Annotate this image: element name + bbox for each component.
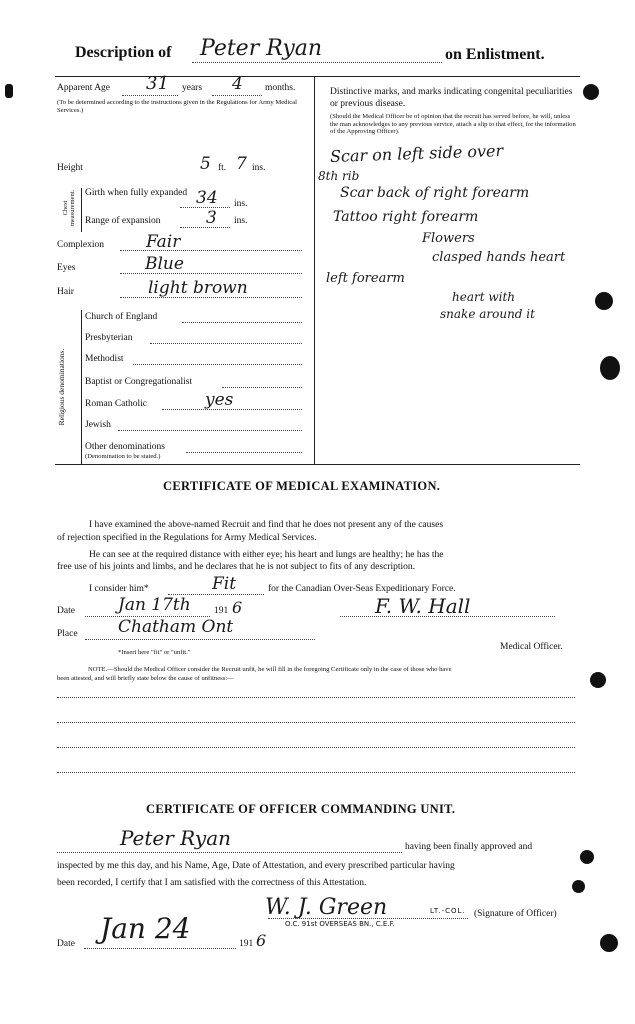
rel-roman-catholic: Roman Catholic bbox=[85, 399, 148, 409]
place-label: Place bbox=[57, 629, 78, 639]
girth-value: 34 bbox=[196, 188, 218, 208]
punch-hole-4 bbox=[590, 672, 606, 688]
chest-caption: Chest measurement. bbox=[62, 189, 77, 227]
top-rule bbox=[55, 76, 580, 77]
eyes-label: Eyes bbox=[57, 263, 76, 273]
punch-hole-5 bbox=[580, 850, 594, 864]
punch-hole-1 bbox=[583, 84, 599, 100]
insert-note: *Insert here "fit" or "unfit." bbox=[118, 649, 191, 656]
column-divider bbox=[314, 76, 315, 464]
medical-para1-line2: of rejection specified in the Regulations for Army Medical Services. bbox=[57, 533, 317, 543]
medical-para2-line1: He can see at the required distance with either eye; his heart and lungs are healthy; he has the bbox=[89, 550, 444, 560]
commanding-unit-stamp: O.C. 91st OVERSEAS BN., C.E.F. bbox=[285, 920, 395, 928]
medical-officer-label: Medical Officer. bbox=[500, 642, 563, 652]
rel-other-note: (Denomination to be stated.) bbox=[85, 453, 161, 460]
consider-value: Fit bbox=[212, 574, 237, 594]
commanding-name: Peter Ryan bbox=[120, 826, 231, 850]
commanding-year-digit: 6 bbox=[256, 931, 267, 950]
medical-heading: CERTIFICATE OF MEDICAL EXAMINATION. bbox=[163, 479, 441, 493]
rel-rc-value: yes bbox=[205, 390, 234, 410]
mark-line-2: 8th rib bbox=[318, 169, 360, 183]
punch-hole-8 bbox=[5, 84, 13, 98]
range-unit: ins. bbox=[234, 216, 248, 226]
rel-jewish: Jewish bbox=[85, 420, 111, 430]
age-months: 4 bbox=[232, 74, 243, 94]
place-value: Chatham Ont bbox=[118, 617, 234, 637]
range-label: Range of expansion bbox=[85, 216, 161, 226]
age-years: 31 bbox=[146, 73, 169, 94]
age-note: (To be determined according to the instructions given in the Regulations for Army Medical Services.) bbox=[57, 99, 297, 114]
bottom-rule bbox=[55, 464, 580, 465]
commanding-rank: LT.-COL. bbox=[430, 907, 466, 915]
complexion-value: Fair bbox=[146, 232, 181, 252]
ft-word: ft. bbox=[218, 163, 227, 173]
religion-bracket bbox=[81, 310, 82, 464]
punch-hole-7 bbox=[600, 934, 618, 952]
hair-value: light brown bbox=[148, 278, 248, 298]
mark-line-5: Flowers bbox=[422, 231, 475, 246]
commanding-year-prefix: 191 bbox=[239, 939, 254, 949]
girth-unit: ins. bbox=[234, 199, 248, 209]
commanding-heading: CERTIFICATE OF OFFICER COMMANDING UNIT. bbox=[146, 802, 456, 816]
chest-bracket bbox=[81, 188, 82, 232]
mark-line-3: Scar back of right forearm bbox=[340, 185, 530, 201]
age-label: Apparent Age bbox=[57, 83, 111, 93]
height-ins-word: ins. bbox=[252, 163, 266, 173]
commanding-line2: inspected by me this day, and his Name, Age, Date of Attestation, and every prescribed particular having bbox=[57, 861, 455, 871]
months-word: months. bbox=[265, 83, 296, 93]
unfitness-line-1 bbox=[57, 697, 575, 698]
medical-para2-line2: free use of his joints and limbs, and he declares that he is not subject to fits of any description. bbox=[57, 562, 416, 572]
commanding-date-value: Jan 24 bbox=[100, 912, 191, 945]
mark-line-7: left forearm bbox=[326, 271, 405, 286]
header-name: Peter Ryan bbox=[200, 36, 323, 61]
punch-hole-3 bbox=[600, 356, 620, 380]
medical-year-prefix: 191 bbox=[214, 606, 229, 616]
consider-prefix: I consider him* bbox=[89, 584, 149, 594]
range-value: 3 bbox=[206, 208, 217, 228]
mark-line-4: Tattoo right forearm bbox=[333, 209, 479, 225]
consider-suffix: for the Canadian Over-Seas Expeditionary Force. bbox=[268, 584, 456, 594]
mark-line-6: clasped hands heart bbox=[432, 250, 566, 265]
height-ft: 5 bbox=[200, 154, 211, 174]
commanding-line1-suffix: having been finally approved and bbox=[405, 842, 533, 852]
rel-baptist: Baptist or Congregationalist bbox=[85, 377, 193, 387]
commanding-date-label: Date bbox=[57, 939, 75, 949]
years-word: years bbox=[182, 83, 203, 93]
height-label: Height bbox=[57, 163, 83, 173]
marks-note: (Should the Medical Officer be of opinion that the recruit has served before, he will, unless the man acknowledges to any previous service, attach a slip to that effect, for the information of the Approving Officer). bbox=[330, 113, 576, 136]
complexion-label: Complexion bbox=[57, 240, 104, 250]
commanding-line3: been recorded, I certify that I am satisfied with the correctness of this Attestation. bbox=[57, 878, 367, 888]
medical-date-label: Date bbox=[57, 606, 75, 616]
medical-date-value: Jan 17th bbox=[118, 595, 191, 615]
signature-of-officer-label: (Signature of Officer) bbox=[474, 909, 557, 919]
rel-church-england: Church of England bbox=[85, 312, 158, 322]
marks-title: Distinctive marks, and marks indicating congenital peculiarities or previous disease. bbox=[330, 87, 573, 109]
unfitness-line-2 bbox=[57, 722, 575, 723]
mark-line-1: Scar on left side over bbox=[329, 140, 504, 167]
rel-presbyterian: Presbyterian bbox=[85, 333, 133, 343]
unfitness-line-4 bbox=[57, 772, 575, 773]
unfitness-line-3 bbox=[57, 747, 575, 748]
medical-para1-line1: I have examined the above-named Recruit and find that he does not present any of the causes bbox=[89, 520, 444, 530]
header-prefix: Description of bbox=[75, 44, 172, 61]
mark-line-9: snake around it bbox=[440, 307, 535, 321]
commanding-signature: W. J. Green bbox=[265, 895, 388, 920]
height-in: 7 bbox=[236, 154, 247, 174]
unfit-note-line2: been attested, and will briefly state below the cause of unfitness:— bbox=[57, 675, 234, 682]
eyes-value: Blue bbox=[145, 254, 184, 274]
rel-other: Other denominations bbox=[85, 442, 165, 452]
religion-caption: Religious denominations. bbox=[57, 348, 66, 426]
header-suffix: on Enlistment. bbox=[445, 46, 545, 63]
girth-label: Girth when fully expanded bbox=[85, 188, 188, 198]
unfit-note-line1: NOTE.—Should the Medical Officer consider the Recruit unfit, he will fill in the foregoing Certificate only in the case of those who have bbox=[88, 666, 452, 673]
rel-methodist: Methodist bbox=[85, 354, 124, 364]
medical-signature: F. W. Hall bbox=[375, 594, 471, 618]
hair-label: Hair bbox=[57, 287, 74, 297]
punch-hole-6 bbox=[572, 880, 585, 893]
punch-hole-2 bbox=[595, 292, 613, 310]
mark-line-8: heart with bbox=[452, 290, 516, 304]
medical-year-digit: 6 bbox=[232, 598, 243, 617]
